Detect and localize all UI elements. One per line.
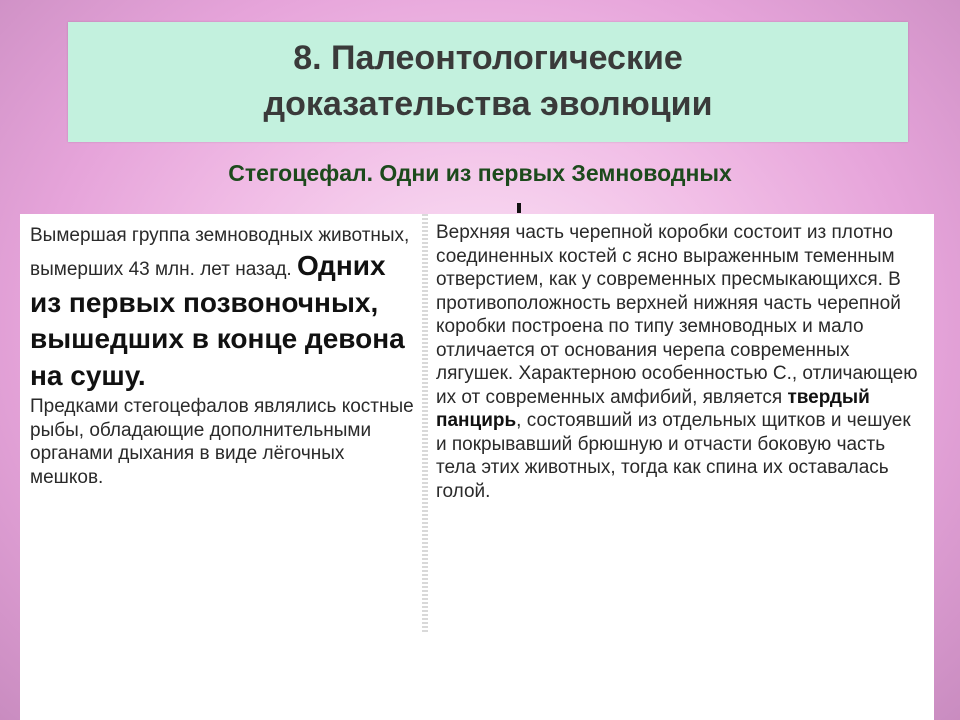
slide-subtitle: Стегоцефал. Одни из первых Земноводных [228, 160, 732, 186]
right-paragraph-bold: твердый панцирь [436, 386, 870, 432]
left-paragraph-1-emphasis: Одних из первых позвоночных, вышедших в конце девона на сушу [30, 249, 405, 392]
left-paragraph-2: Предками стегоцефалов являлись костные рыбы, обладающие дополнительными органами дыхания в виде лёгочных мешков. [30, 396, 414, 488]
slide-title [68, 22, 908, 142]
title-line-2: доказательства эволюции [263, 85, 713, 123]
right-paragraph-text-1: Верхняя часть черепной коробки состоит из плотно соединенных костей с ясно выраженным теменным отверстием, как у современных пресмыкающихся. В противоположность верхней нижняя часть черепной коробки построена по типу земноводных и мало отличается от основания черепа современных лягушек. Характерною особенностью С., отличающею их от современных амфибий, является [436, 222, 918, 408]
title-line-1: 8. Палеонтологические [293, 39, 683, 78]
left-paragraph-1-text: Вымершая группа земноводных животных, вымерших 43 млн. лет назад. [30, 225, 410, 280]
left-paragraph-1-end: . [137, 360, 146, 392]
right-paragraph-text-2: , состоявший из отдельных щитков и чешуек и покрывавший брюшную и отчасти боковую часть тела этих животных, тогда как спина их оставалась голой. [436, 410, 911, 503]
right-paragraph [436, 221, 926, 504]
left-column [20, 214, 422, 720]
content-panel [20, 214, 934, 720]
left-paragraph-1 [30, 224, 416, 395]
right-column [428, 214, 934, 720]
stray-mark [517, 203, 521, 213]
